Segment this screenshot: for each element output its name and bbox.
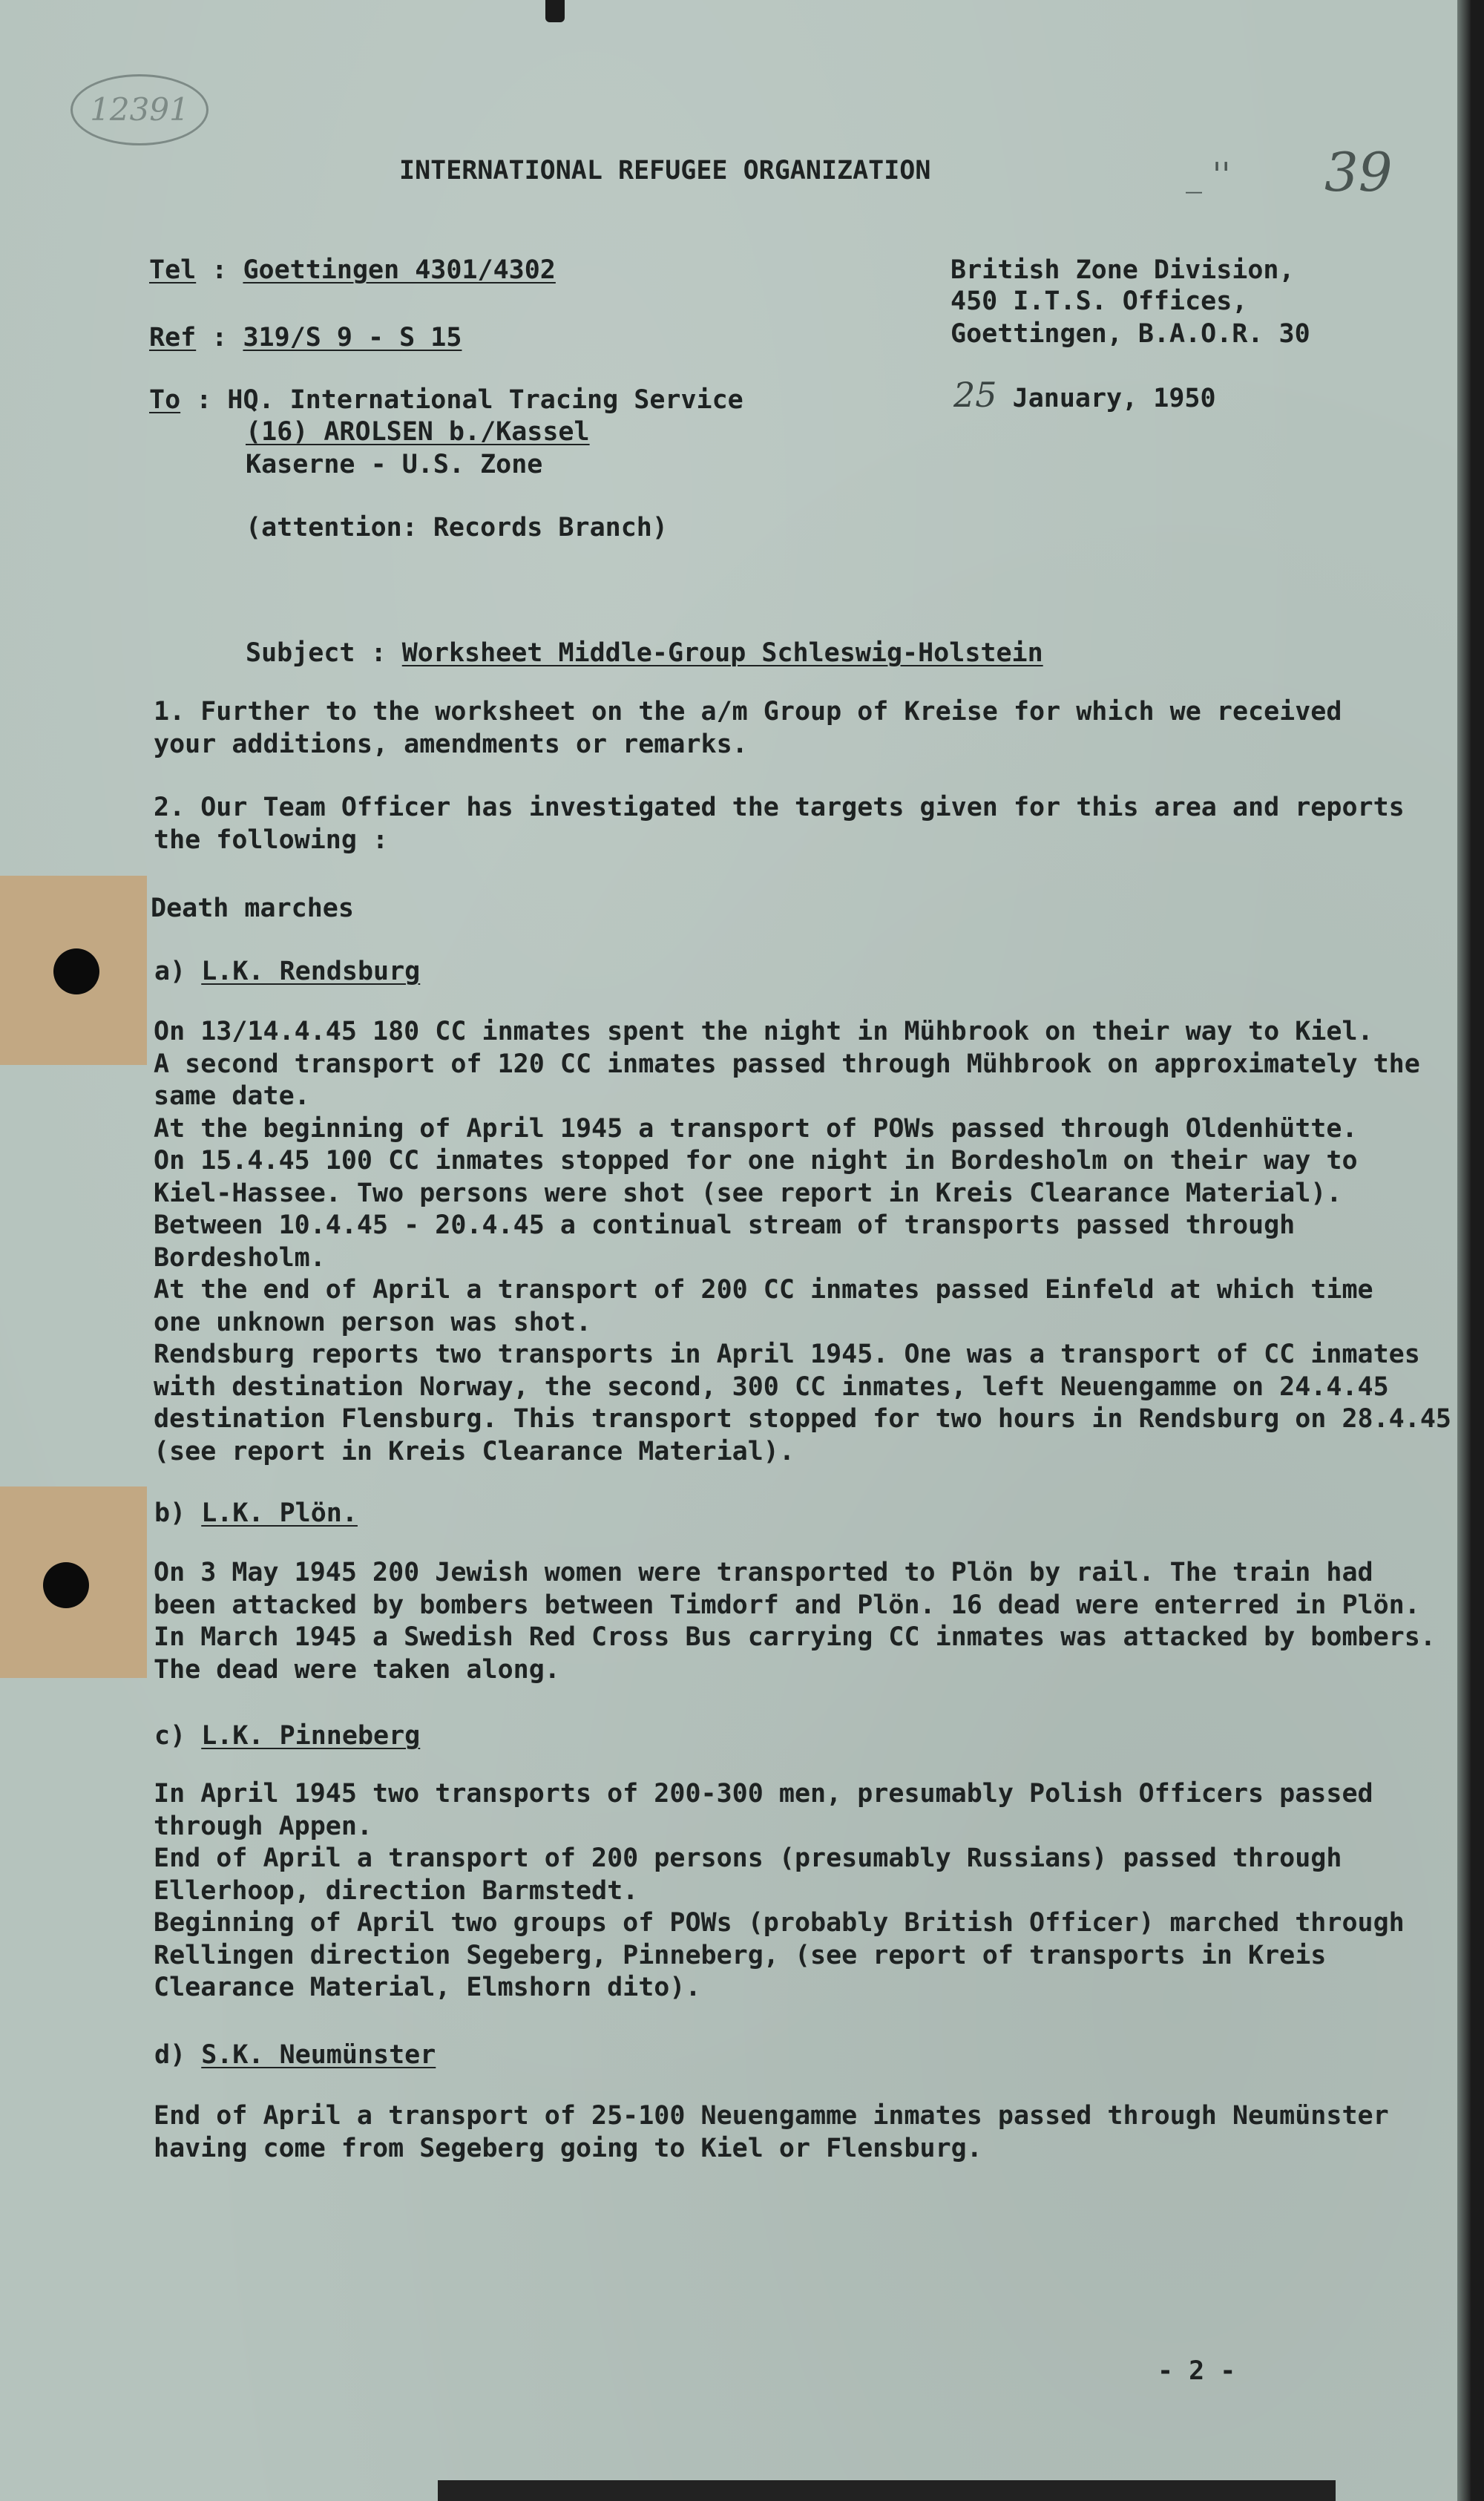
section-a-line: A second transport of 120 CC inmates passed through Mühbrook on approximately the [154, 1049, 1420, 1079]
to-address-line3: Kaserne - U.S. Zone [246, 450, 543, 479]
paragraph-2-line: the following : [154, 825, 389, 855]
sender-line3: Goettingen, B.A.O.R. 30 [951, 319, 1310, 349]
section-d-title: S.K. Neumünster [201, 2040, 436, 2070]
dash-mark: _ '' [1186, 156, 1231, 194]
sender-line2: 450 I.T.S. Offices, [951, 286, 1248, 316]
section-a-line: At the end of April a transport of 200 CC inmates passed Einfeld at which time [154, 1275, 1373, 1305]
death-marches-heading: Death marches [151, 894, 354, 923]
page-edge [1457, 0, 1471, 2501]
paragraph-1-line: your additions, amendments or remarks. [154, 729, 748, 759]
section-d-body [154, 2100, 1445, 2165]
section-a-prefix: a) [154, 957, 186, 986]
ref-line: Ref : 319/S 9 - S 15 [149, 323, 462, 353]
sender-line1: British Zone Division, [951, 255, 1295, 285]
top-notch [545, 0, 565, 22]
section-a-line: destination Flensburg. This transport stopped for two hours in Rendsburg on 28.4.45 [154, 1404, 1451, 1434]
archive-number: 12391 [90, 91, 189, 128]
section-c-line: Clearance Material, Elmshorn dito). [154, 1973, 701, 2002]
to-line: To : HQ. International Tracing Service [149, 385, 743, 415]
to-recipient: HQ. International Tracing Service [227, 385, 743, 415]
section-b-line: In March 1945 a Swedish Red Cross Bus carrying CC inmates was attacked by bombers. [154, 1622, 1436, 1652]
section-a-line: Between 10.4.45 - 20.4.45 a continual stream of transports passed through [154, 1210, 1296, 1240]
section-a-line: one unknown person was shot. [154, 1307, 592, 1337]
section-c-line: Rellingen direction Segeberg, Pinneberg, (see report of transports in Kreis [154, 1940, 1327, 1970]
subject-line [246, 637, 1043, 669]
page-mark: 39 [1324, 141, 1393, 203]
section-c-body [154, 1778, 1445, 2005]
ref-value: 319/S 9 - S 15 [243, 323, 462, 353]
subject-value: Worksheet Middle-Group Schleswig-Holstein [401, 638, 1043, 668]
section-a-line: (see report in Kreis Clearance Material). [154, 1436, 795, 1466]
section-a-heading [154, 955, 420, 988]
section-a-title: L.K. Rendsburg [201, 957, 421, 986]
attention-line: (attention: Records Branch) [246, 513, 668, 543]
section-c-line: Ellerhoop, direction Barmstedt. [154, 1875, 639, 1906]
ref-label: Ref [149, 323, 197, 353]
section-b-body [154, 1557, 1445, 1686]
section-b-title: L.K. Plön. [201, 1498, 358, 1528]
to-address-line2 [246, 416, 590, 448]
section-b-heading [154, 1497, 358, 1530]
section-b-prefix: b) [154, 1498, 186, 1528]
tel-value: Goettingen 4301/4302 [243, 255, 556, 285]
section-c-heading [154, 1720, 420, 1752]
tel-line: Tel : Goettingen 4301/4302 [149, 255, 556, 285]
section-d-line: End of April a transport of 25-100 Neuengamme inmates passed through Neumünster [154, 2101, 1389, 2131]
section-c-line: through Appen. [154, 1811, 373, 1841]
section-a-body [154, 1016, 1451, 1468]
date-month-year: January, 1950 [1012, 384, 1216, 413]
section-c-line: End of April a transport of 200 persons (presumably Russians) passed through [154, 1843, 1342, 1873]
section-a-line: On 13/14.4.45 180 CC inmates spent the night in Mühbrook on their way to Kiel. [154, 1017, 1373, 1046]
date-day: 25 [953, 375, 997, 415]
paragraph-2 [154, 792, 1445, 856]
section-c-title: L.K. Pinneberg [201, 1721, 421, 1751]
section-b-line: The dead were taken along. [154, 1654, 560, 1685]
section-d-line: having come from Segeberg going to Kiel or Flensburg. [154, 2133, 982, 2163]
bottom-edge [438, 2480, 1336, 2501]
punch-hole-upper [53, 948, 99, 994]
section-c-line: In April 1945 two transports of 200-300 men, presumably Polish Officers passed [154, 1779, 1373, 1809]
paragraph-2-line: 2. Our Team Officer has investigated the targets given for this area and reports [154, 793, 1405, 822]
paragraph-1-line: 1. Further to the worksheet on the a/m Group of Kreise for which we received [154, 697, 1342, 727]
section-a-line: same date. [154, 1081, 310, 1111]
section-a-line: Bordesholm. [154, 1242, 326, 1273]
section-b-line: been attacked by bombers between Timdorf and Plön. 16 dead were enterred in Plön. [154, 1590, 1420, 1620]
to-address-city: (16) AROLSEN b./Kassel [246, 417, 590, 447]
archive-number-stamp [70, 74, 209, 145]
tel-label: Tel [149, 255, 197, 285]
section-a-line: Kiel-Hassee. Two persons were shot (see report in Kreis Clearance Material). [154, 1178, 1342, 1208]
punch-hole-lower [43, 1562, 89, 1608]
section-c-prefix: c) [154, 1721, 186, 1751]
section-a-line: with destination Norway, the second, 300 CC inmates, left Neuengamme on 24.4.45 [154, 1371, 1389, 1402]
organization-title: INTERNATIONAL REFUGEE ORGANIZATION [399, 156, 931, 186]
section-a-line: At the beginning of April 1945 a transport of POWs passed through Oldenhütte. [154, 1113, 1358, 1144]
to-label: To [149, 385, 181, 415]
section-d-heading [154, 2039, 436, 2071]
section-d-prefix: d) [154, 2040, 186, 2070]
section-a-line: On 15.4.45 100 CC inmates stopped for one night in Bordesholm on their way to [154, 1146, 1358, 1176]
section-a-line: Rendsburg reports two transports in April 1945. One was a transport of CC inmates [154, 1340, 1420, 1369]
page-indicator: - 2 - [1158, 2356, 1236, 2386]
subject-label: Subject : [246, 638, 387, 668]
section-c-line: Beginning of April two groups of POWs (probably British Officer) marched through [154, 1908, 1405, 1938]
section-b-line: On 3 May 1945 200 Jewish women were transported to Plön by rail. The train had [154, 1558, 1373, 1587]
paragraph-1 [154, 696, 1445, 761]
date-line [953, 375, 1216, 415]
